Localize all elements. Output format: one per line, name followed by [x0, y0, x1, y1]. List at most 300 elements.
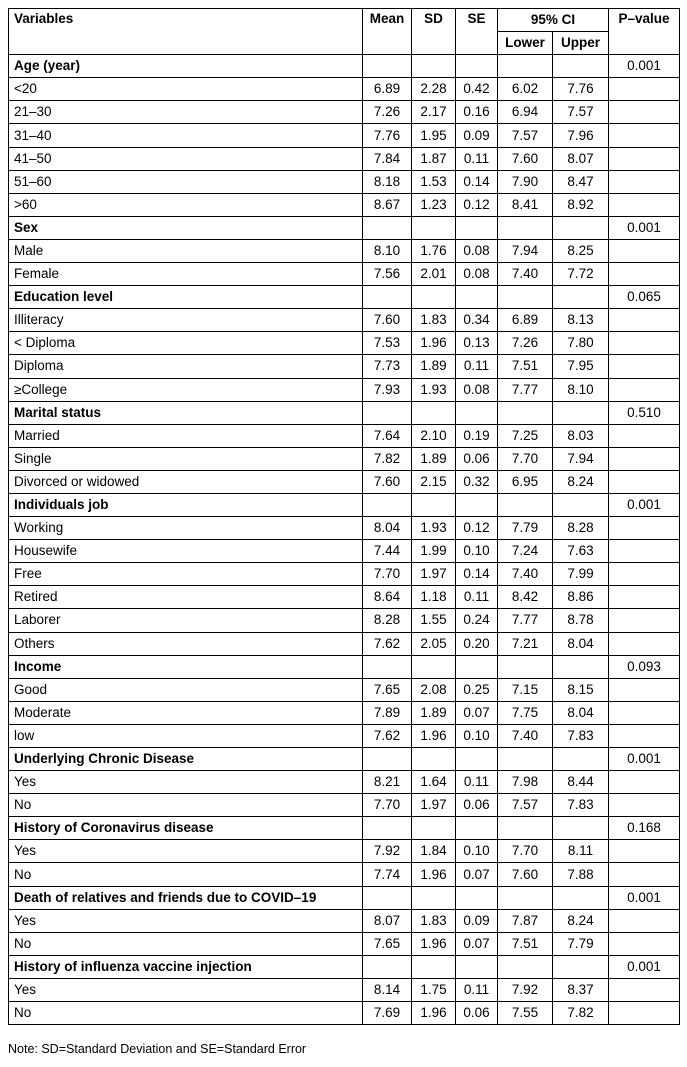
sd-cell: 1.99: [412, 540, 456, 563]
mean-cell: 8.21: [363, 771, 412, 794]
se-cell: [456, 401, 498, 424]
se-cell: 0.24: [456, 609, 498, 632]
sd-cell: [412, 401, 456, 424]
ci-lower-cell: 7.98: [498, 771, 553, 794]
pvalue-cell: [609, 517, 680, 540]
ci-lower-cell: 7.26: [498, 332, 553, 355]
row-label: ≥College: [9, 378, 363, 401]
table-row: [9, 909, 680, 932]
pvalue-cell: [609, 78, 680, 101]
se-cell: 0.10: [456, 540, 498, 563]
sd-cell: 1.84: [412, 840, 456, 863]
se-cell: 0.10: [456, 724, 498, 747]
table-row: [9, 701, 680, 724]
ci-lower-cell: 7.75: [498, 701, 553, 724]
se-cell: 0.13: [456, 332, 498, 355]
pvalue-cell: 0.001: [609, 216, 680, 239]
ci-lower-cell: 7.70: [498, 447, 553, 470]
mean-cell: [363, 55, 412, 78]
pvalue-cell: 0.093: [609, 655, 680, 678]
se-cell: 0.09: [456, 124, 498, 147]
pvalue-cell: [609, 378, 680, 401]
section-row: [9, 748, 680, 771]
row-label: <20: [9, 78, 363, 101]
row-label: Yes: [9, 909, 363, 932]
ci-lower-cell: 7.90: [498, 170, 553, 193]
row-label: No: [9, 794, 363, 817]
header-ci: 95% CI: [498, 9, 609, 32]
ci-upper-cell: 7.96: [553, 124, 609, 147]
ci-upper-cell: 8.24: [553, 909, 609, 932]
ci-upper-cell: 7.72: [553, 263, 609, 286]
mean-cell: 8.14: [363, 978, 412, 1001]
ci-upper-cell: [553, 286, 609, 309]
table-row: [9, 447, 680, 470]
pvalue-cell: 0.065: [609, 286, 680, 309]
row-label: low: [9, 724, 363, 747]
ci-upper-cell: 7.88: [553, 863, 609, 886]
ci-upper-cell: [553, 493, 609, 516]
table-row: [9, 863, 680, 886]
mean-cell: 7.65: [363, 932, 412, 955]
ci-lower-cell: 7.15: [498, 678, 553, 701]
pvalue-cell: [609, 147, 680, 170]
mean-cell: 7.26: [363, 101, 412, 124]
ci-lower-cell: [498, 493, 553, 516]
row-label: Laborer: [9, 609, 363, 632]
header-se: SE: [456, 9, 498, 55]
sd-cell: 1.89: [412, 355, 456, 378]
se-cell: 0.06: [456, 794, 498, 817]
ci-upper-cell: [553, 817, 609, 840]
ci-upper-cell: [553, 55, 609, 78]
pvalue-cell: [609, 447, 680, 470]
ci-upper-cell: 7.83: [553, 724, 609, 747]
table-row: [9, 840, 680, 863]
sd-cell: 1.83: [412, 309, 456, 332]
pvalue-cell: [609, 678, 680, 701]
sd-cell: [412, 493, 456, 516]
table-row: [9, 147, 680, 170]
se-cell: [456, 55, 498, 78]
sd-cell: [412, 216, 456, 239]
pvalue-cell: [609, 932, 680, 955]
section-row: [9, 886, 680, 909]
table-row: [9, 309, 680, 332]
ci-upper-cell: 8.13: [553, 309, 609, 332]
row-label: Single: [9, 447, 363, 470]
sd-cell: 2.10: [412, 424, 456, 447]
row-label: Yes: [9, 771, 363, 794]
ci-upper-cell: 7.82: [553, 1002, 609, 1025]
row-label: Individuals job: [9, 493, 363, 516]
mean-cell: [363, 286, 412, 309]
se-cell: 0.14: [456, 563, 498, 586]
se-cell: 0.16: [456, 101, 498, 124]
ci-upper-cell: 8.07: [553, 147, 609, 170]
mean-cell: 7.92: [363, 840, 412, 863]
pvalue-cell: [609, 632, 680, 655]
mean-cell: 7.70: [363, 794, 412, 817]
sd-cell: [412, 286, 456, 309]
pvalue-cell: 0.001: [609, 55, 680, 78]
se-cell: 0.06: [456, 1002, 498, 1025]
row-label: Underlying Chronic Disease: [9, 748, 363, 771]
row-label: 51–60: [9, 170, 363, 193]
se-cell: [456, 493, 498, 516]
mean-cell: 8.18: [363, 170, 412, 193]
sd-cell: 2.05: [412, 632, 456, 655]
mean-cell: 7.62: [363, 724, 412, 747]
table-row: [9, 78, 680, 101]
pvalue-cell: 0.001: [609, 955, 680, 978]
row-label: 41–50: [9, 147, 363, 170]
table-row: [9, 263, 680, 286]
row-label: Good: [9, 678, 363, 701]
row-label: Divorced or widowed: [9, 470, 363, 493]
se-cell: 0.06: [456, 447, 498, 470]
ci-lower-cell: 7.40: [498, 724, 553, 747]
mean-cell: 8.10: [363, 239, 412, 262]
section-row: [9, 655, 680, 678]
row-label: Married: [9, 424, 363, 447]
row-label: Diploma: [9, 355, 363, 378]
mean-cell: [363, 955, 412, 978]
pvalue-cell: [609, 540, 680, 563]
pvalue-cell: [609, 170, 680, 193]
se-cell: 0.11: [456, 586, 498, 609]
sd-cell: 2.28: [412, 78, 456, 101]
se-cell: 0.34: [456, 309, 498, 332]
pvalue-cell: [609, 239, 680, 262]
se-cell: 0.25: [456, 678, 498, 701]
pvalue-cell: [609, 1002, 680, 1025]
sd-cell: 1.96: [412, 932, 456, 955]
table-row: [9, 470, 680, 493]
table-row: [9, 771, 680, 794]
mean-cell: 7.74: [363, 863, 412, 886]
row-label: Age (year): [9, 55, 363, 78]
sd-cell: 1.75: [412, 978, 456, 1001]
row-label: 21–30: [9, 101, 363, 124]
sd-cell: 1.93: [412, 378, 456, 401]
pvalue-cell: [609, 978, 680, 1001]
sd-cell: [412, 655, 456, 678]
ci-upper-cell: [553, 886, 609, 909]
statistics-table: [8, 8, 680, 1025]
ci-lower-cell: [498, 748, 553, 771]
pvalue-cell: [609, 193, 680, 216]
ci-upper-cell: 7.94: [553, 447, 609, 470]
ci-upper-cell: [553, 655, 609, 678]
se-cell: 0.07: [456, 701, 498, 724]
pvalue-cell: [609, 701, 680, 724]
ci-lower-cell: 6.89: [498, 309, 553, 332]
header-variables: Variables: [9, 9, 363, 55]
mean-cell: 8.67: [363, 193, 412, 216]
row-label: >60: [9, 193, 363, 216]
row-label: Education level: [9, 286, 363, 309]
row-label: Housewife: [9, 540, 363, 563]
ci-upper-cell: 8.37: [553, 978, 609, 1001]
ci-lower-cell: [498, 886, 553, 909]
ci-lower-cell: 7.55: [498, 1002, 553, 1025]
ci-upper-cell: 8.11: [553, 840, 609, 863]
sd-cell: 1.96: [412, 863, 456, 886]
pvalue-cell: [609, 724, 680, 747]
ci-lower-cell: [498, 401, 553, 424]
sd-cell: 1.96: [412, 724, 456, 747]
table-row: [9, 239, 680, 262]
ci-lower-cell: 7.24: [498, 540, 553, 563]
table-row: [9, 540, 680, 563]
se-cell: 0.11: [456, 978, 498, 1001]
mean-cell: 7.82: [363, 447, 412, 470]
mean-cell: [363, 493, 412, 516]
pvalue-cell: [609, 263, 680, 286]
ci-lower-cell: 7.25: [498, 424, 553, 447]
se-cell: 0.07: [456, 932, 498, 955]
se-cell: 0.11: [456, 771, 498, 794]
mean-cell: 8.04: [363, 517, 412, 540]
section-row: [9, 955, 680, 978]
sd-cell: 2.01: [412, 263, 456, 286]
ci-lower-cell: 7.79: [498, 517, 553, 540]
sd-cell: 1.97: [412, 563, 456, 586]
se-cell: [456, 216, 498, 239]
ci-lower-cell: 6.02: [498, 78, 553, 101]
sd-cell: [412, 955, 456, 978]
ci-lower-cell: 7.57: [498, 124, 553, 147]
ci-upper-cell: [553, 748, 609, 771]
pvalue-cell: [609, 586, 680, 609]
se-cell: 0.19: [456, 424, 498, 447]
mean-cell: 7.70: [363, 563, 412, 586]
se-cell: 0.42: [456, 78, 498, 101]
section-row: [9, 493, 680, 516]
mean-cell: 7.84: [363, 147, 412, 170]
pvalue-cell: [609, 840, 680, 863]
mean-cell: 8.28: [363, 609, 412, 632]
header-sd: SD: [412, 9, 456, 55]
ci-upper-cell: 8.44: [553, 771, 609, 794]
sd-cell: 1.97: [412, 794, 456, 817]
ci-upper-cell: 7.79: [553, 932, 609, 955]
row-label: Illiteracy: [9, 309, 363, 332]
sd-cell: 1.93: [412, 517, 456, 540]
ci-lower-cell: 7.21: [498, 632, 553, 655]
mean-cell: [363, 886, 412, 909]
se-cell: 0.08: [456, 239, 498, 262]
sd-cell: [412, 748, 456, 771]
ci-upper-cell: 8.86: [553, 586, 609, 609]
sd-cell: 1.96: [412, 1002, 456, 1025]
row-label: Working: [9, 517, 363, 540]
mean-cell: 7.64: [363, 424, 412, 447]
mean-cell: [363, 401, 412, 424]
table-row: [9, 794, 680, 817]
sd-cell: 1.96: [412, 332, 456, 355]
sd-cell: 2.08: [412, 678, 456, 701]
row-label: History of Coronavirus disease: [9, 817, 363, 840]
ci-upper-cell: 8.78: [553, 609, 609, 632]
mean-cell: 6.89: [363, 78, 412, 101]
table-row: [9, 724, 680, 747]
ci-lower-cell: [498, 955, 553, 978]
mean-cell: [363, 748, 412, 771]
sd-cell: 1.23: [412, 193, 456, 216]
ci-lower-cell: 8.42: [498, 586, 553, 609]
ci-lower-cell: 7.60: [498, 147, 553, 170]
se-cell: [456, 655, 498, 678]
pvalue-cell: [609, 771, 680, 794]
ci-upper-cell: 8.04: [553, 701, 609, 724]
ci-lower-cell: [498, 216, 553, 239]
pvalue-cell: 0.001: [609, 748, 680, 771]
ci-upper-cell: 7.57: [553, 101, 609, 124]
se-cell: 0.11: [456, 147, 498, 170]
section-row: [9, 55, 680, 78]
pvalue-cell: [609, 332, 680, 355]
ci-upper-cell: 7.83: [553, 794, 609, 817]
sd-cell: 1.89: [412, 447, 456, 470]
sd-cell: 1.83: [412, 909, 456, 932]
mean-cell: 8.07: [363, 909, 412, 932]
sd-cell: 1.53: [412, 170, 456, 193]
row-label: History of influenza vaccine injection: [9, 955, 363, 978]
sd-cell: 1.76: [412, 239, 456, 262]
ci-upper-cell: 8.47: [553, 170, 609, 193]
ci-upper-cell: 8.24: [553, 470, 609, 493]
se-cell: [456, 748, 498, 771]
table-row: [9, 355, 680, 378]
pvalue-cell: 0.168: [609, 817, 680, 840]
ci-upper-cell: 8.15: [553, 678, 609, 701]
se-cell: 0.12: [456, 193, 498, 216]
table-row: [9, 1002, 680, 1025]
row-label: Death of relatives and friends due to COVID–19: [9, 886, 363, 909]
mean-cell: 7.56: [363, 263, 412, 286]
ci-lower-cell: 7.70: [498, 840, 553, 863]
header-lower: Lower: [498, 32, 553, 55]
ci-lower-cell: 7.94: [498, 239, 553, 262]
table-body: [9, 55, 680, 1025]
pvalue-cell: [609, 124, 680, 147]
ci-upper-cell: 7.76: [553, 78, 609, 101]
ci-upper-cell: 8.28: [553, 517, 609, 540]
mean-cell: 7.60: [363, 470, 412, 493]
section-row: [9, 286, 680, 309]
table-row: [9, 193, 680, 216]
se-cell: [456, 286, 498, 309]
table-row: [9, 932, 680, 955]
sd-cell: 1.64: [412, 771, 456, 794]
sd-cell: 1.87: [412, 147, 456, 170]
mean-cell: 7.89: [363, 701, 412, 724]
ci-lower-cell: 7.40: [498, 263, 553, 286]
ci-upper-cell: 8.10: [553, 378, 609, 401]
ci-upper-cell: [553, 955, 609, 978]
pvalue-cell: [609, 563, 680, 586]
mean-cell: 7.93: [363, 378, 412, 401]
mean-cell: 7.53: [363, 332, 412, 355]
table-row: [9, 424, 680, 447]
mean-cell: [363, 655, 412, 678]
header-pvalue: P–value: [609, 9, 680, 55]
pvalue-cell: [609, 794, 680, 817]
ci-lower-cell: 7.87: [498, 909, 553, 932]
se-cell: [456, 886, 498, 909]
row-label: < Diploma: [9, 332, 363, 355]
section-row: [9, 817, 680, 840]
se-cell: 0.11: [456, 355, 498, 378]
ci-lower-cell: 7.60: [498, 863, 553, 886]
row-label: No: [9, 932, 363, 955]
ci-lower-cell: 8.41: [498, 193, 553, 216]
mean-cell: 7.60: [363, 309, 412, 332]
mean-cell: [363, 817, 412, 840]
ci-lower-cell: 7.92: [498, 978, 553, 1001]
ci-lower-cell: 7.51: [498, 355, 553, 378]
pvalue-cell: [609, 101, 680, 124]
row-label: Male: [9, 239, 363, 262]
pvalue-cell: [609, 470, 680, 493]
ci-lower-cell: [498, 817, 553, 840]
table-row: [9, 563, 680, 586]
row-label: No: [9, 1002, 363, 1025]
ci-lower-cell: [498, 55, 553, 78]
row-label: Female: [9, 263, 363, 286]
pvalue-cell: 0.001: [609, 493, 680, 516]
sd-cell: 1.95: [412, 124, 456, 147]
sd-cell: 1.18: [412, 586, 456, 609]
header-upper: Upper: [553, 32, 609, 55]
table-row: [9, 378, 680, 401]
sd-cell: [412, 55, 456, 78]
se-cell: 0.10: [456, 840, 498, 863]
mean-cell: 8.64: [363, 586, 412, 609]
pvalue-cell: [609, 863, 680, 886]
se-cell: 0.32: [456, 470, 498, 493]
ci-upper-cell: [553, 216, 609, 239]
row-label: Yes: [9, 840, 363, 863]
se-cell: 0.07: [456, 863, 498, 886]
ci-lower-cell: [498, 655, 553, 678]
ci-lower-cell: 7.57: [498, 794, 553, 817]
row-label: Moderate: [9, 701, 363, 724]
header-mean: Mean: [363, 9, 412, 55]
section-row: [9, 401, 680, 424]
row-label: Sex: [9, 216, 363, 239]
row-label: 31–40: [9, 124, 363, 147]
table-row: [9, 678, 680, 701]
row-label: No: [9, 863, 363, 886]
table-row: [9, 609, 680, 632]
sd-cell: 1.89: [412, 701, 456, 724]
ci-upper-cell: 8.04: [553, 632, 609, 655]
mean-cell: 7.44: [363, 540, 412, 563]
ci-upper-cell: 7.95: [553, 355, 609, 378]
row-label: Free: [9, 563, 363, 586]
mean-cell: 7.73: [363, 355, 412, 378]
table-row: [9, 332, 680, 355]
table-row: [9, 517, 680, 540]
pvalue-cell: [609, 609, 680, 632]
table-header: [9, 9, 680, 55]
ci-upper-cell: 7.99: [553, 563, 609, 586]
pvalue-cell: [609, 309, 680, 332]
mean-cell: [363, 216, 412, 239]
